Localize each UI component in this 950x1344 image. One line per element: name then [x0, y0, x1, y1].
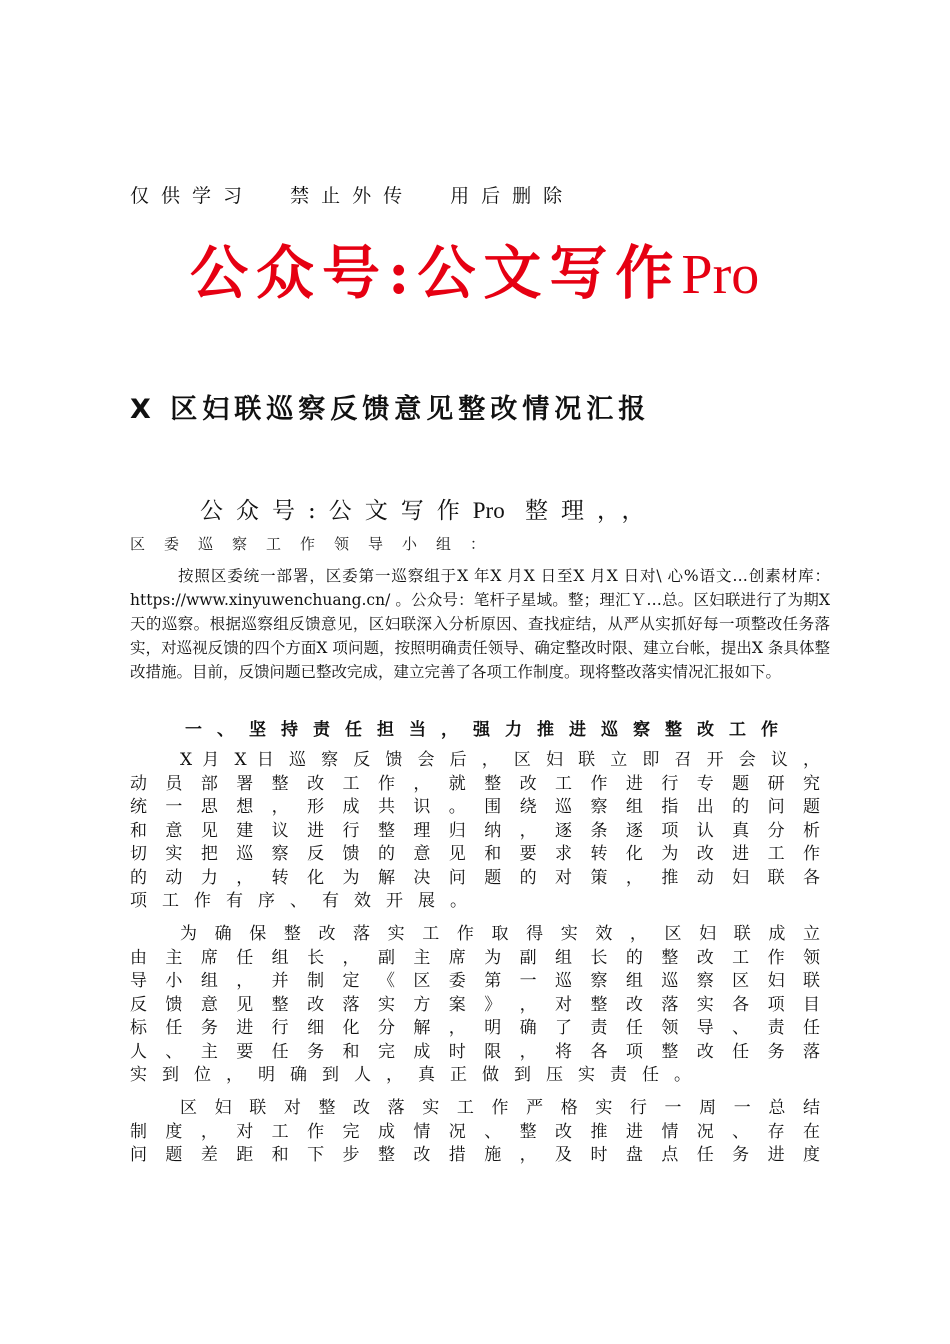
brand-banner [190, 226, 759, 310]
document-title: X 区妇联巡察反馈意见整改情况汇报 [130, 394, 651, 425]
brand-latin: Pro [681, 244, 760, 306]
paragraph-line: 和 意 见 建 议 进 行 整 理 归 纳 ， 逐 条 逐 项 认 真 分 析 [130, 820, 820, 841]
paragraph-line: 反 馈 意 见 整 改 落 实 方 案 》 ， 对 整 改 落 实 各 项 目 [130, 994, 820, 1015]
paragraph-line: 区 妇 联 对 整 改 落 实 工 作 严 格 实 行 一 周 一 总 结 [180, 1098, 820, 1118]
paragraph-line: 切 实 把 巡 察 反 馈 的 意 见 和 要 求 转 化 为 改 进 工 作 [130, 844, 820, 864]
paragraph-line: 的 动 力 ， 转 化 为 解 决 问 题 的 对 策 ， 推 动 妇 联 各 [130, 867, 820, 888]
organizer-prefix: 公众号:公文写作 [200, 498, 473, 524]
usage-notice: 仅供学习 禁止外传 用后删除 [130, 185, 575, 207]
paragraph-line: 制 度 ， 对 工 作 完 成 情 况 、 整 改 推 进 情 况 、 存 在 [130, 1121, 820, 1142]
paragraph-line: 导 小 组 ， 并 制 定 《 区 委 第 一 巡 察 组 巡 察 区 妇 联 [130, 971, 820, 991]
body-paragraph-1 [130, 749, 820, 914]
paragraph-line: 标 任 务 进 行 细 化 分 解 ， 明 确 了 责 任 领 导 、 责 任 [130, 1018, 820, 1038]
paragraph-line: 问 题 差 距 和 下 步 整 改 措 施 ， 及 时 盘 点 任 务 进 度 [130, 1145, 820, 1165]
body-paragraph-2 [130, 923, 820, 1088]
intro-paragraph: 按照区委统一部署，区委第一巡察组于X 年X 月X 日至X 月X 日对\ 心%语文…创素材库：https://www.xinyuwenchuang.cn/ 。公众号：笔杆子星域。整；理汇Ｙ…总。区妇联进行了为期X 天的巡察。根据巡察组反馈意见，区妇联深入分析原因、查找症结，从严从实抓好每一项整改任务落实，对巡视反馈的四个方面X 项问题，按照明确责任领导、确定整改时限、建立台帐，提出X 条具体整改措施。目前，反馈问题已整改完成，建立完善了各项工作制度。现将整改落实情况汇报如下。 [130, 567, 830, 681]
paragraph-line: 统 一 思 想 ， 形 成 共 识 。 围 绕 巡 察 组 指 出 的 问 题 [130, 797, 820, 817]
paragraph-line: X 月 X 日 巡 察 反 馈 会 后 ， 区 妇 联 立 即 召 开 会 议 ， [180, 750, 820, 770]
brand-cjk: 公众号:公文写作 [190, 239, 682, 307]
organizer-line [200, 492, 658, 525]
paragraph-line: 实到位，明确到人，真正做到压实责任。 [130, 1065, 706, 1085]
organizer-suffix: 整理，， [525, 498, 658, 524]
organizer-latin: Pro [472, 498, 505, 523]
body-paragraph-3 [130, 1097, 820, 1168]
section-heading-1: 一、坚持责任担当，强力推进巡察整改工作 [185, 720, 793, 740]
paragraph-line: 动 员 部 署 整 改 工 作 ， 就 整 改 工 作 进 行 专 题 研 究 [130, 773, 820, 794]
paragraph-line: 人 、 主 要 任 务 和 完 成 时 限 ， 将 各 项 整 改 任 务 落 [130, 1041, 820, 1062]
paragraph-line: 项工作有序、有效开展。 [130, 891, 482, 911]
paragraph-line: 由 主 席 任 组 长 ， 副 主 席 为 副 组 长 的 整 改 工 作 领 [130, 947, 820, 968]
recipient-line: 区委巡察工作领导小组： [130, 535, 505, 553]
paragraph-line: 为 确 保 整 改 落 实 工 作 取 得 实 效 ， 区 妇 联 成 立 [180, 924, 820, 944]
